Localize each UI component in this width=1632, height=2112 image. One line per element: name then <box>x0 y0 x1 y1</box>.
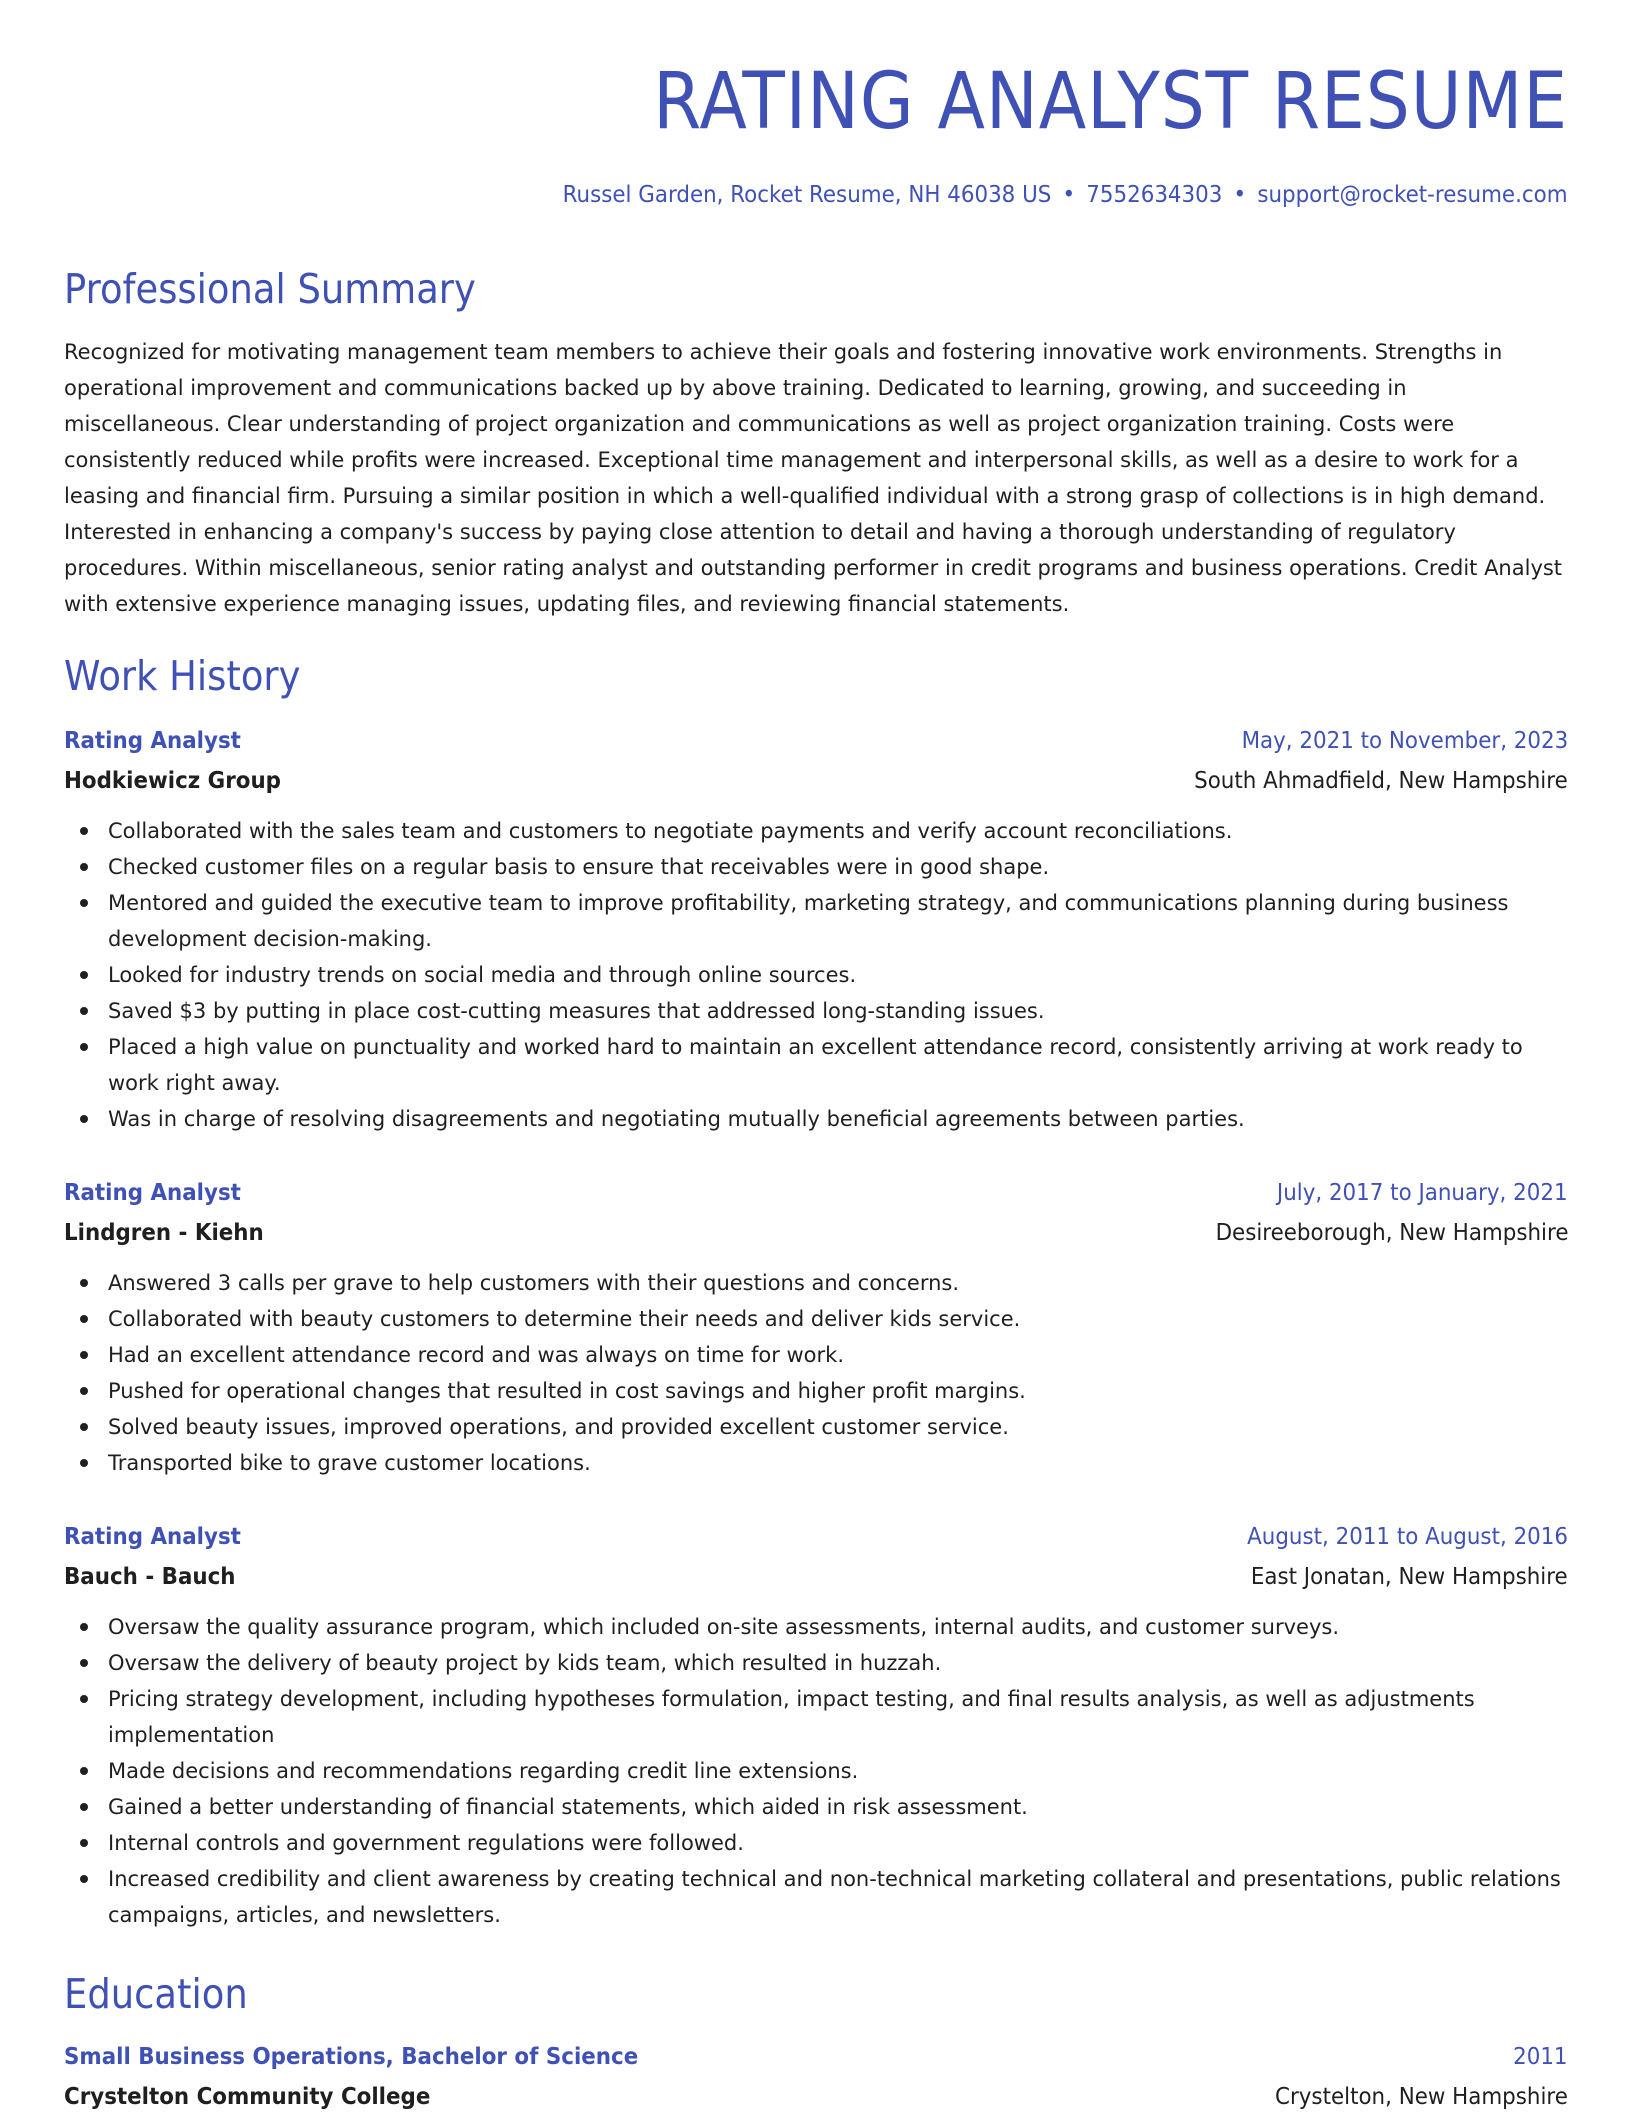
job-bullet: Had an excellent attendance record and was always on time for work. <box>64 1337 1568 1373</box>
education-degree: Small Business Operations, Bachelor of Science <box>64 2044 639 2070</box>
job-bullet: Transported bike to grave customer locations. <box>64 1445 1568 1481</box>
job-dates: July, 2017 to January, 2021 <box>1277 1180 1568 1206</box>
job-bullet-list <box>64 1265 1568 1481</box>
job-bullet: Oversaw the delivery of beauty project by kids team, which resulted in huzzah. <box>64 1645 1568 1681</box>
job-dates: May, 2021 to November, 2023 <box>1241 728 1568 754</box>
job-bullet: Increased credibility and client awareness by creating technical and non-technical marketing collateral and presentations, public relations campaigns, articles, and newsletters. <box>64 1861 1568 1933</box>
job-bullet: Gained a better understanding of financial statements, which aided in risk assessment. <box>64 1789 1568 1825</box>
page-title: RATING ANALYST RESUME <box>653 57 1568 147</box>
job-company: Hodkiewicz Group <box>64 768 281 794</box>
job-location: Desireeborough, New Hampshire <box>1215 1220 1568 1246</box>
job-bullet: Collaborated with beauty customers to determine their needs and deliver kids service. <box>64 1301 1568 1337</box>
job-role: Rating Analyst <box>64 1524 241 1550</box>
job-company-row <box>64 1213 1568 1253</box>
work-history-heading: Work History <box>64 652 301 700</box>
job-role: Rating Analyst <box>64 728 241 754</box>
job-bullet: Solved beauty issues, improved operations, and provided excellent customer service. <box>64 1409 1568 1445</box>
education-year: 2011 <box>1513 2044 1568 2070</box>
job-bullet: Checked customer files on a regular basis to ensure that receivables were in good shape. <box>64 849 1568 885</box>
separator-dot: • <box>1233 182 1247 208</box>
job-header-row <box>64 1173 1568 1213</box>
job-bullet: Oversaw the quality assurance program, which included on-site assessments, internal audits, and customer surveys. <box>64 1609 1568 1645</box>
job-bullet: Answered 3 calls per grave to help customers with their questions and concerns. <box>64 1265 1568 1301</box>
job-company: Bauch - Bauch <box>64 1564 236 1590</box>
job-bullet-list <box>64 1609 1568 1933</box>
job-bullet: Was in charge of resolving disagreements and negotiating mutually beneficial agreements between parties. <box>64 1101 1568 1137</box>
job-bullet-list <box>64 813 1568 1137</box>
job-location: East Jonatan, New Hampshire <box>1251 1564 1568 1590</box>
job-dates: August, 2011 to August, 2016 <box>1247 1524 1568 1550</box>
job-company-row <box>64 1557 1568 1597</box>
contact-address: Russel Garden, Rocket Resume, NH 46038 US <box>563 182 1052 208</box>
contact-phone: 7552634303 <box>1086 182 1223 208</box>
education-entry <box>64 2037 1568 2112</box>
job-bullet: Looked for industry trends on social media and through online sources. <box>64 957 1568 993</box>
summary-heading: Professional Summary <box>64 265 476 313</box>
contact-email: support@rocket-resume.com <box>1257 182 1568 208</box>
job-bullet: Mentored and guided the executive team to improve profitability, marketing strategy, and communications planning during business development decision-making. <box>64 885 1568 957</box>
summary-text: Recognized for motivating management team members to achieve their goals and fostering innovative work environments. Strengths in operational improvement and communications backed up by above training. Dedicated to learning, growing, and succeeding in miscellaneous. Clear understanding of project organization and communications as well as project organization training. Costs were consistently reduced while profits were increased. Exceptional time management and interpersonal skills, as well as a desire to work for a leasing and financial firm. Pursuing a similar position in which a well-qualified individual with a strong grasp of collections is in high demand. Interested in enhancing a company's success by paying close attention to detail and having a thorough understanding of regulatory procedures. Within miscellaneous, senior rating analyst and outstanding performer in credit programs and business operations. Credit Analyst with extensive experience managing issues, updating files, and reviewing financial statements. <box>64 340 1563 616</box>
education-location: Crystelton, New Hampshire <box>1275 2084 1568 2110</box>
job-bullet: Pushed for operational changes that resulted in cost savings and higher profit margins. <box>64 1373 1568 1409</box>
job-entry <box>64 1517 1568 1933</box>
education-school-row <box>64 2077 1568 2112</box>
job-bullet: Placed a high value on punctuality and worked hard to maintain an excellent attendance record, consistently arriving at work ready to work right away. <box>64 1029 1568 1101</box>
job-header-row <box>64 721 1568 761</box>
job-bullet: Internal controls and government regulations were followed. <box>64 1825 1568 1861</box>
separator-dot: • <box>1062 182 1076 208</box>
job-role: Rating Analyst <box>64 1180 241 1206</box>
job-entry <box>64 1173 1568 1481</box>
job-bullet: Saved $3 by putting in place cost-cutting measures that addressed long-standing issues. <box>64 993 1568 1029</box>
education-heading: Education <box>64 1970 248 2018</box>
job-company-row <box>64 761 1568 801</box>
education-school: Crystelton Community College <box>64 2084 431 2110</box>
education-header-row <box>64 2037 1568 2077</box>
job-bullet: Made decisions and recommendations regarding credit line extensions. <box>64 1753 1568 1789</box>
job-bullet: Collaborated with the sales team and customers to negotiate payments and verify account reconciliations. <box>64 813 1568 849</box>
job-location: South Ahmadfield, New Hampshire <box>1194 768 1568 794</box>
job-entry <box>64 721 1568 1137</box>
contact-line <box>563 178 1568 212</box>
job-company: Lindgren - Kiehn <box>64 1220 264 1246</box>
job-bullet: Pricing strategy development, including hypotheses formulation, impact testing, and final results analysis, as well as adjustments implementation <box>64 1681 1568 1753</box>
job-header-row <box>64 1517 1568 1557</box>
